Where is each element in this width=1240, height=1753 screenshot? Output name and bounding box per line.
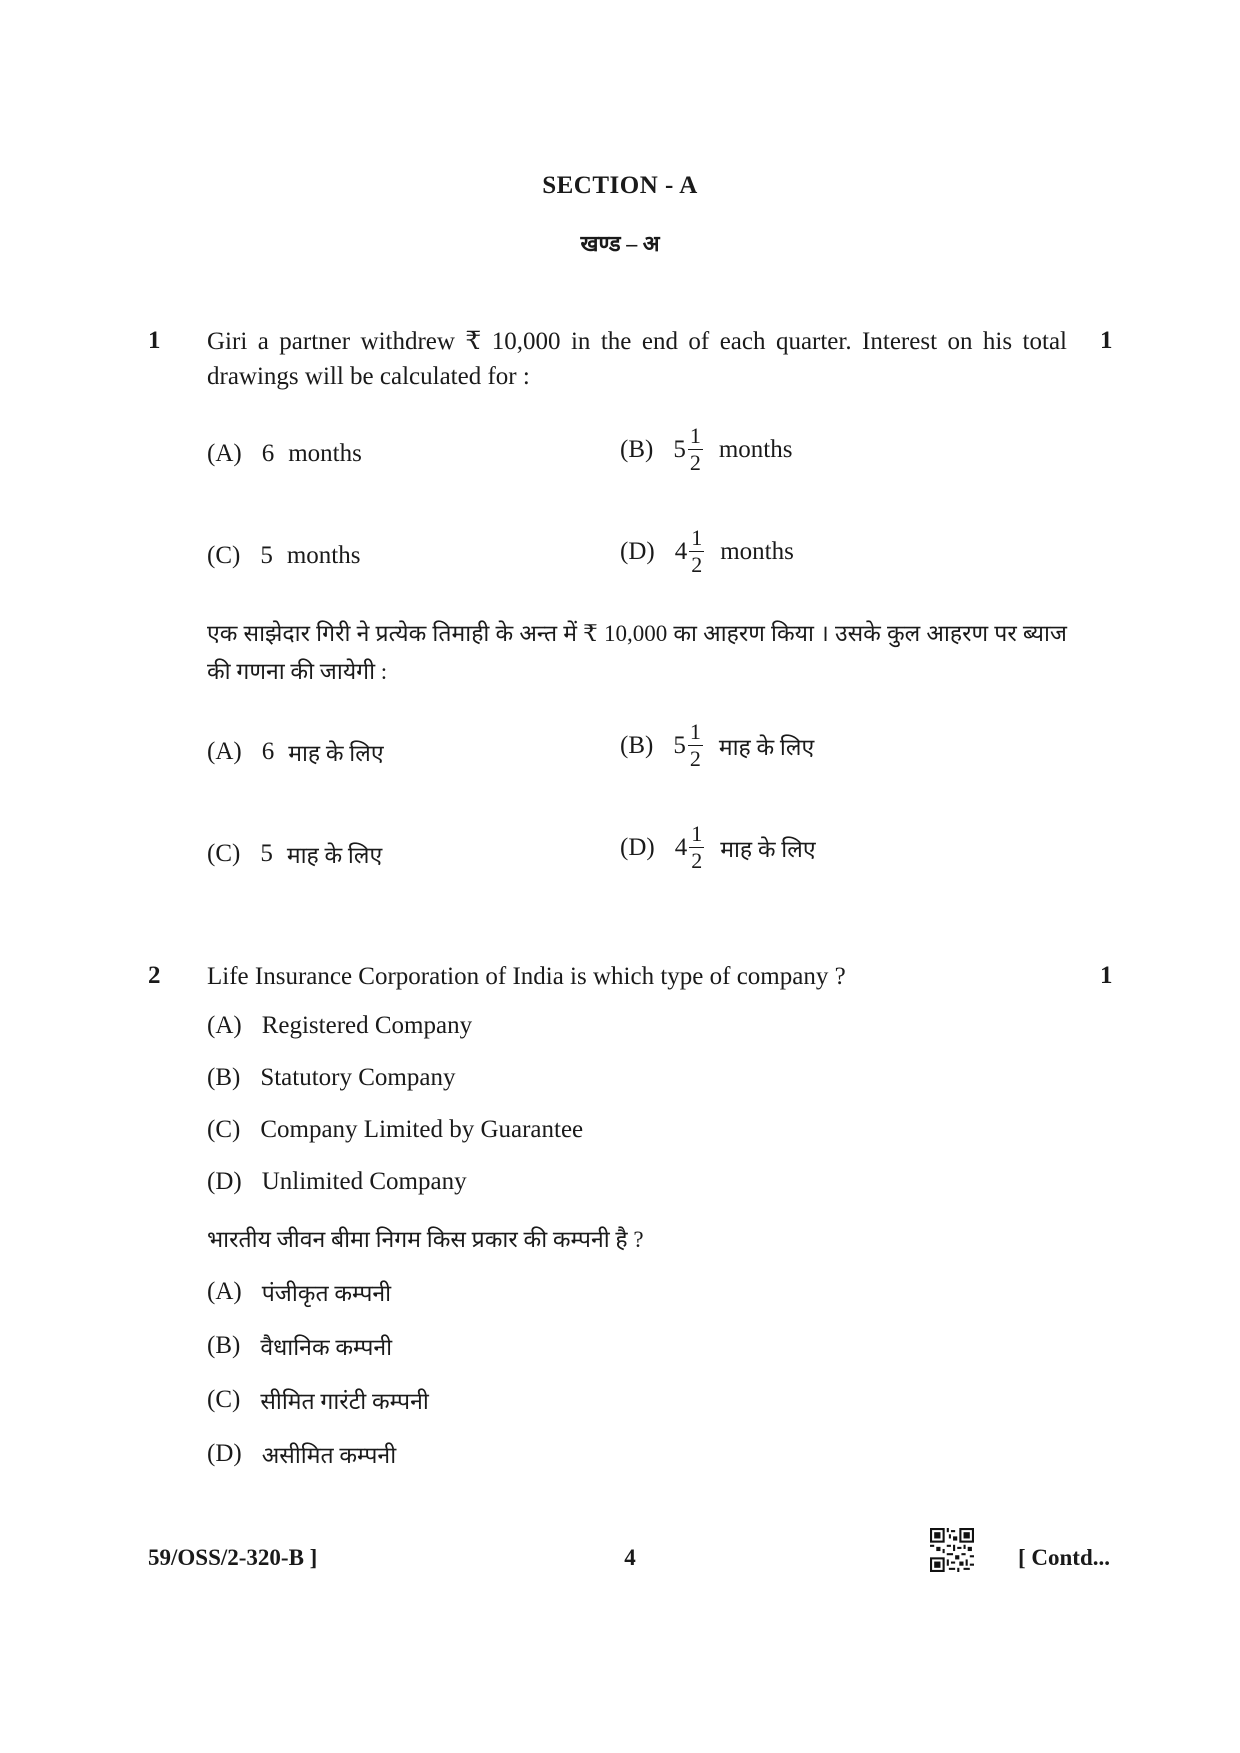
question-1-marks: 1 [1100, 327, 1113, 354]
option-value: 5 [260, 840, 273, 867]
option-label: (C) [207, 840, 241, 867]
option-text: Registered Company [261, 1012, 473, 1039]
q2-option-d-en [207, 1168, 467, 1196]
option-label: (D) [620, 833, 655, 861]
option-label: (D) [207, 1440, 242, 1467]
option-whole: 4 [674, 833, 688, 861]
option-label: (C) [207, 542, 241, 569]
option-text: सीमित गारंटी कम्पनी [260, 1389, 429, 1414]
option-text: Company Limited by Guarantee [260, 1116, 584, 1143]
option-label: (C) [207, 1386, 241, 1413]
fraction [688, 721, 703, 770]
option-label: (A) [207, 738, 242, 765]
option-whole: 5 [673, 435, 686, 463]
paper-code: 59/OSS/2-320-B ] [148, 1545, 318, 1570]
option-unit: months [288, 440, 362, 467]
fraction-numerator: 1 [691, 525, 703, 550]
option-text: Unlimited Company [261, 1168, 467, 1195]
q2-option-b-en [207, 1064, 455, 1092]
option-label: (A) [207, 1278, 242, 1305]
fraction [689, 823, 704, 872]
option-unit: माह के लिए [286, 843, 383, 868]
question-2-text-hi: भारतीय जीवन बीमा निगम किस प्रकार की कम्पनी है ? [207, 1227, 644, 1252]
option-unit: months [718, 435, 793, 463]
question-1-text-en: Giri a partner withdrew ₹ 10,000 in the end of each quarter. Interest on his total drawings will be calculated for : [207, 328, 1067, 390]
qr-code-icon [930, 1528, 974, 1572]
option-label: (B) [620, 435, 654, 463]
q1-option-b-hi [620, 721, 814, 770]
question-2-text-en: Life Insurance Corporation of India is which type of company ? [207, 963, 846, 990]
fraction-denominator: 2 [691, 552, 703, 577]
option-value: 6 [261, 738, 275, 765]
option-unit: months [720, 537, 794, 565]
q2-option-b-hi [207, 1330, 392, 1362]
option-text: Statutory Company [260, 1064, 456, 1091]
option-text: वैधानिक कम्पनी [260, 1335, 393, 1360]
q1-option-a-hi [207, 736, 384, 768]
option-value: 6 [261, 440, 275, 467]
fraction-denominator: 2 [689, 746, 701, 771]
fraction-numerator: 1 [691, 821, 703, 846]
fraction-numerator: 1 [689, 423, 701, 448]
page-number: 4 [624, 1545, 636, 1570]
option-label: (B) [207, 1064, 241, 1091]
option-unit: माह के लिए [288, 741, 384, 766]
question-1-text-hi: एक साझेदार गिरी ने प्रत्येक तिमाही के अन्त में ₹ 10,000 का आहरण किया । उसके कुल आहरण पर ब्याज की गणना की जायेगी : [207, 621, 1067, 684]
option-unit: months [286, 542, 361, 569]
option-unit: माह के लिए [720, 836, 816, 862]
fraction-denominator: 2 [691, 848, 703, 873]
option-text: असीमित कम्पनी [261, 1443, 397, 1468]
option-label: (C) [207, 1116, 241, 1143]
option-label: (B) [620, 731, 654, 759]
option-label: (D) [207, 1168, 242, 1195]
q2-option-a-en [207, 1012, 472, 1040]
q2-option-c-hi [207, 1384, 429, 1416]
q2-option-c-en [207, 1116, 583, 1144]
continued-label: [ Contd... [1018, 1545, 1111, 1570]
q1-option-a-en [207, 440, 362, 468]
section-title: SECTION - A [542, 172, 698, 199]
q2-option-d-hi [207, 1438, 396, 1470]
option-label: (A) [207, 1012, 242, 1039]
question-1-number: 1 [148, 327, 161, 354]
option-label: (B) [207, 1332, 241, 1359]
option-value: 5 [260, 542, 273, 569]
q1-option-d-hi [620, 823, 816, 872]
q2-option-a-hi [207, 1276, 391, 1308]
section-title-hindi: खण्ड – अ [580, 231, 660, 256]
option-unit: माह के लिए [718, 734, 815, 760]
q1-option-d-en [620, 527, 794, 576]
q1-option-b-en [620, 425, 792, 474]
option-text: पंजीकृत कम्पनी [261, 1281, 392, 1306]
fraction [688, 425, 703, 474]
question-2-marks: 1 [1100, 962, 1113, 989]
option-label: (D) [620, 537, 655, 565]
option-label: (A) [207, 440, 242, 467]
fraction [689, 527, 704, 576]
fraction-numerator: 1 [689, 719, 701, 744]
question-2-number: 2 [148, 962, 161, 989]
option-whole: 5 [673, 731, 686, 759]
fraction-denominator: 2 [689, 450, 701, 475]
q1-option-c-en [207, 542, 360, 570]
q1-option-c-hi [207, 838, 382, 870]
option-whole: 4 [674, 537, 688, 565]
